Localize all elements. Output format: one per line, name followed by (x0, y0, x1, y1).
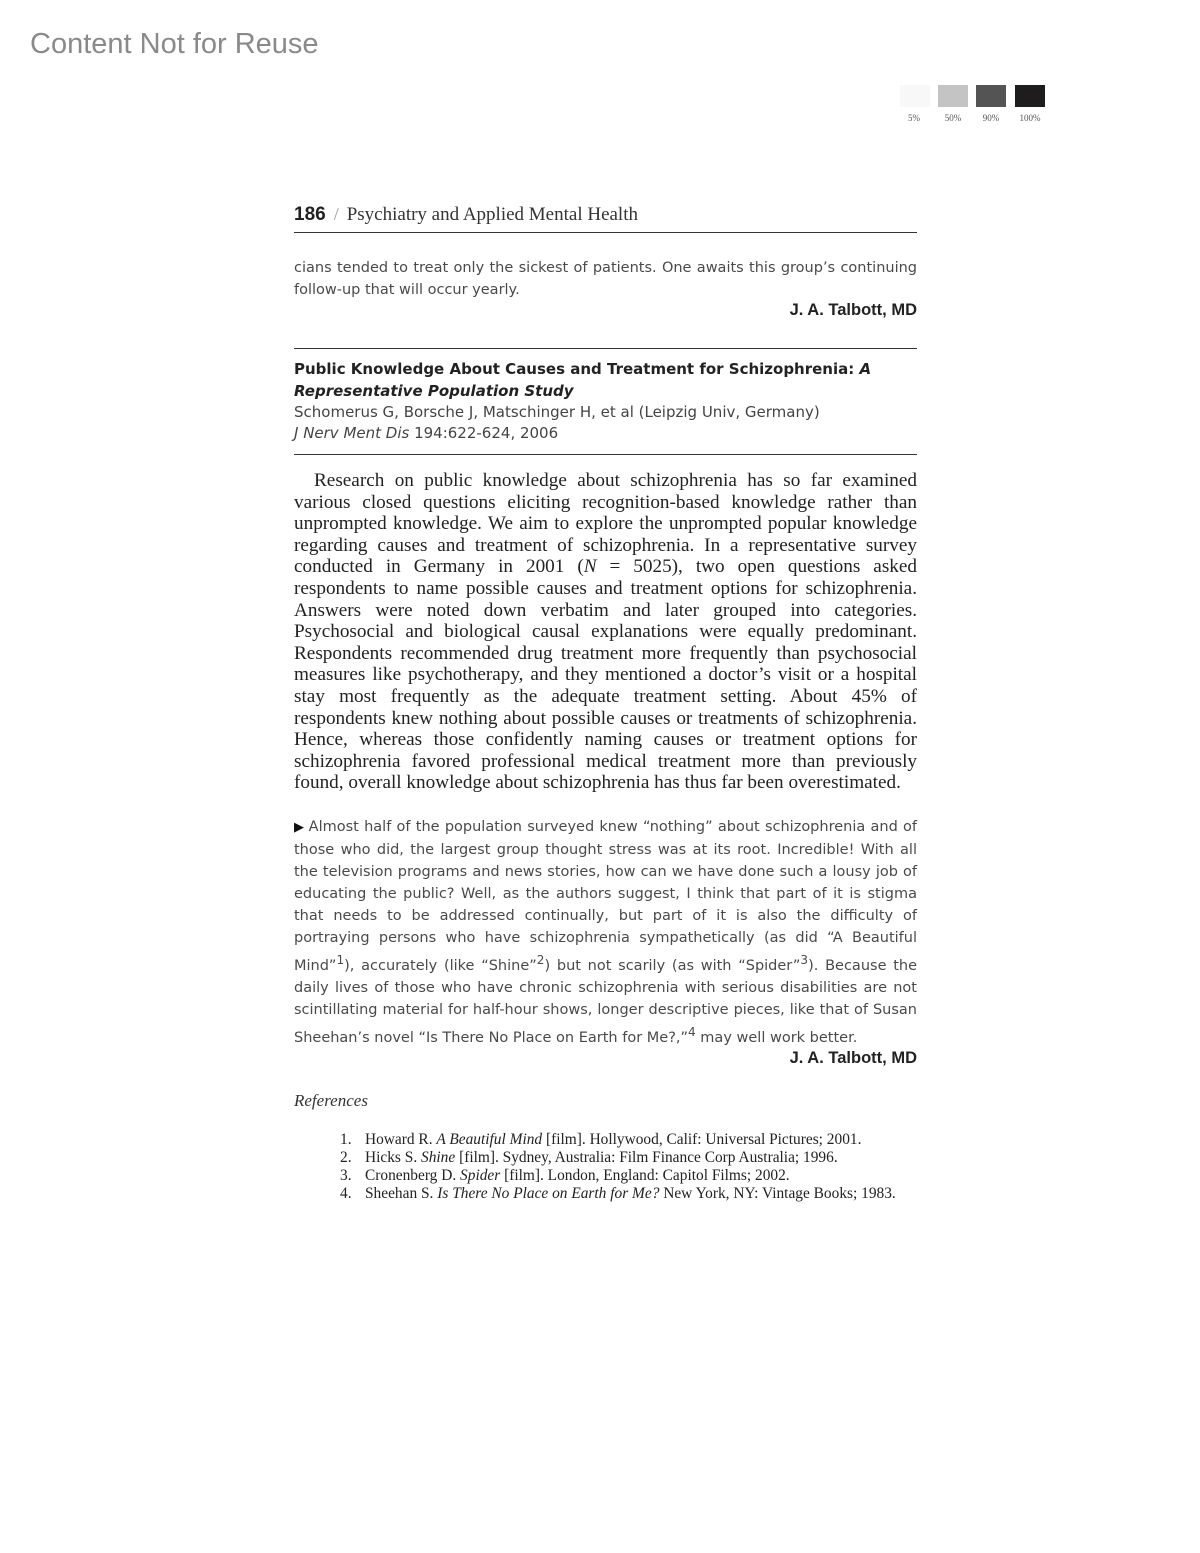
color-calibration-bar (896, 85, 1056, 125)
article-abstract: Research on public knowledge about schizophrenia has so far examined various closed questions eliciting recognition-based knowledge rather than unprompted knowledge. We aim to explore the unprompted popular knowledge regarding causes and treatment of schizophrenia. In a representative survey conducted in Germany in 2001 (N = 5025), two open questions asked respondents to name possible causes and treatment options for schizophrenia. Answers were noted down verbatim and later grouped into categories. Psychosocial and biological causal explanations were equally predominant. Respondents recommended drug treatment more frequently than psychosocial measures like psychotherapy, and they mentioned a doctor’s visit or a hospital stay most frequently as the adequate treatment setting. About 45% of respondents knew nothing about possible causes or treatments of schizophrenia. Hence, whereas those confidently naming causes or treatment options for schizophrenia favored professional medical treatment more than previously found, overall knowledge about schizophrenia has thus far been overestimated. (294, 470, 917, 794)
previous-commentary-signature: J. A. Talbott, MD (789, 301, 917, 319)
commentary-signature: J. A. Talbott, MD (789, 1048, 917, 1067)
reference-item: 3. Cronenberg D. Spider [film]. London, England: Capitol Films; 2002. (340, 1166, 790, 1184)
journal-page (294, 204, 917, 1203)
article-header (294, 348, 917, 455)
article-title (294, 358, 917, 402)
swatch-label: 90% (982, 113, 1000, 123)
reference-item: 2. Hicks S. Shine [film]. Sydney, Australia: Film Finance Corp Australia; 1996. (340, 1148, 838, 1166)
reference-item: 4. Sheehan S. Is There No Place on Earth for Me? New York, NY: Vintage Books; 1983. (340, 1184, 896, 1202)
reference-item: 1. Howard R. A Beautiful Mind [film]. Hollywood, Calif: Universal Pictures; 2001. (340, 1130, 862, 1148)
swatch-label: 100% (1019, 113, 1041, 123)
swatch-label: 50% (944, 113, 962, 123)
article-authors: Schomerus G, Borsche J, Matschinger H, et al (Leipzig Univ, Germany) (294, 403, 820, 421)
swatch-90 (976, 85, 1006, 107)
citation-details: 194:622-624, 2006 (409, 424, 559, 442)
swatch-50 (938, 85, 968, 107)
running-head (294, 204, 917, 233)
article-title-italic: A Representative Population Study (294, 360, 872, 400)
watermark-text: Content Not for Reuse (30, 28, 319, 60)
article-title-main: Public Knowledge About Causes and Treatment for Schizophrenia: (294, 360, 860, 378)
journal-title: Psychiatry and Applied Mental Health (346, 204, 638, 225)
swatch-100 (1015, 85, 1045, 107)
journal-abbreviation: J Nerv Ment Dis (294, 424, 410, 442)
references-heading: References (294, 1090, 368, 1110)
page-number: 186 (294, 204, 326, 225)
commentary-arrow-icon: ▶ (294, 819, 305, 835)
references-list (294, 1131, 917, 1203)
editor-commentary: ▶ Almost half of the population surveyed knew “nothing” about schizophrenia and of those who did, the largest group thought stress was at its root. Incredible! With all the television programs and news stories, how can we have done such a lousy job of educating the public? Well, as the authors suggest, I think that part of it is stigma that needs to be addressed continually, but part of it is also the difficulty of portraying persons who have schizophrenia sympathetically (as did “A Beautiful Mind”$^1$), accurately (like “Shine”$^2$) but not scarily (as with “Spider”$^3$). Because the daily lives of those who have chronic schizophrenia with serious disabilities are not scintillating material for half-hour shows, longer descriptive pieces, like that of Susan Sheehan’s novel “Is There No Place on Earth for Me?,”$^4$ may well work better. (294, 818, 918, 1046)
swatch-label: 5% (908, 113, 920, 123)
running-head-separator: / (333, 204, 339, 224)
article-citation (294, 423, 917, 444)
previous-commentary-text: cians tended to treat only the sickest of patients. One awaits this group’s continuing follow-up that will occur yearly. (294, 260, 917, 298)
swatch-5 (900, 85, 930, 107)
